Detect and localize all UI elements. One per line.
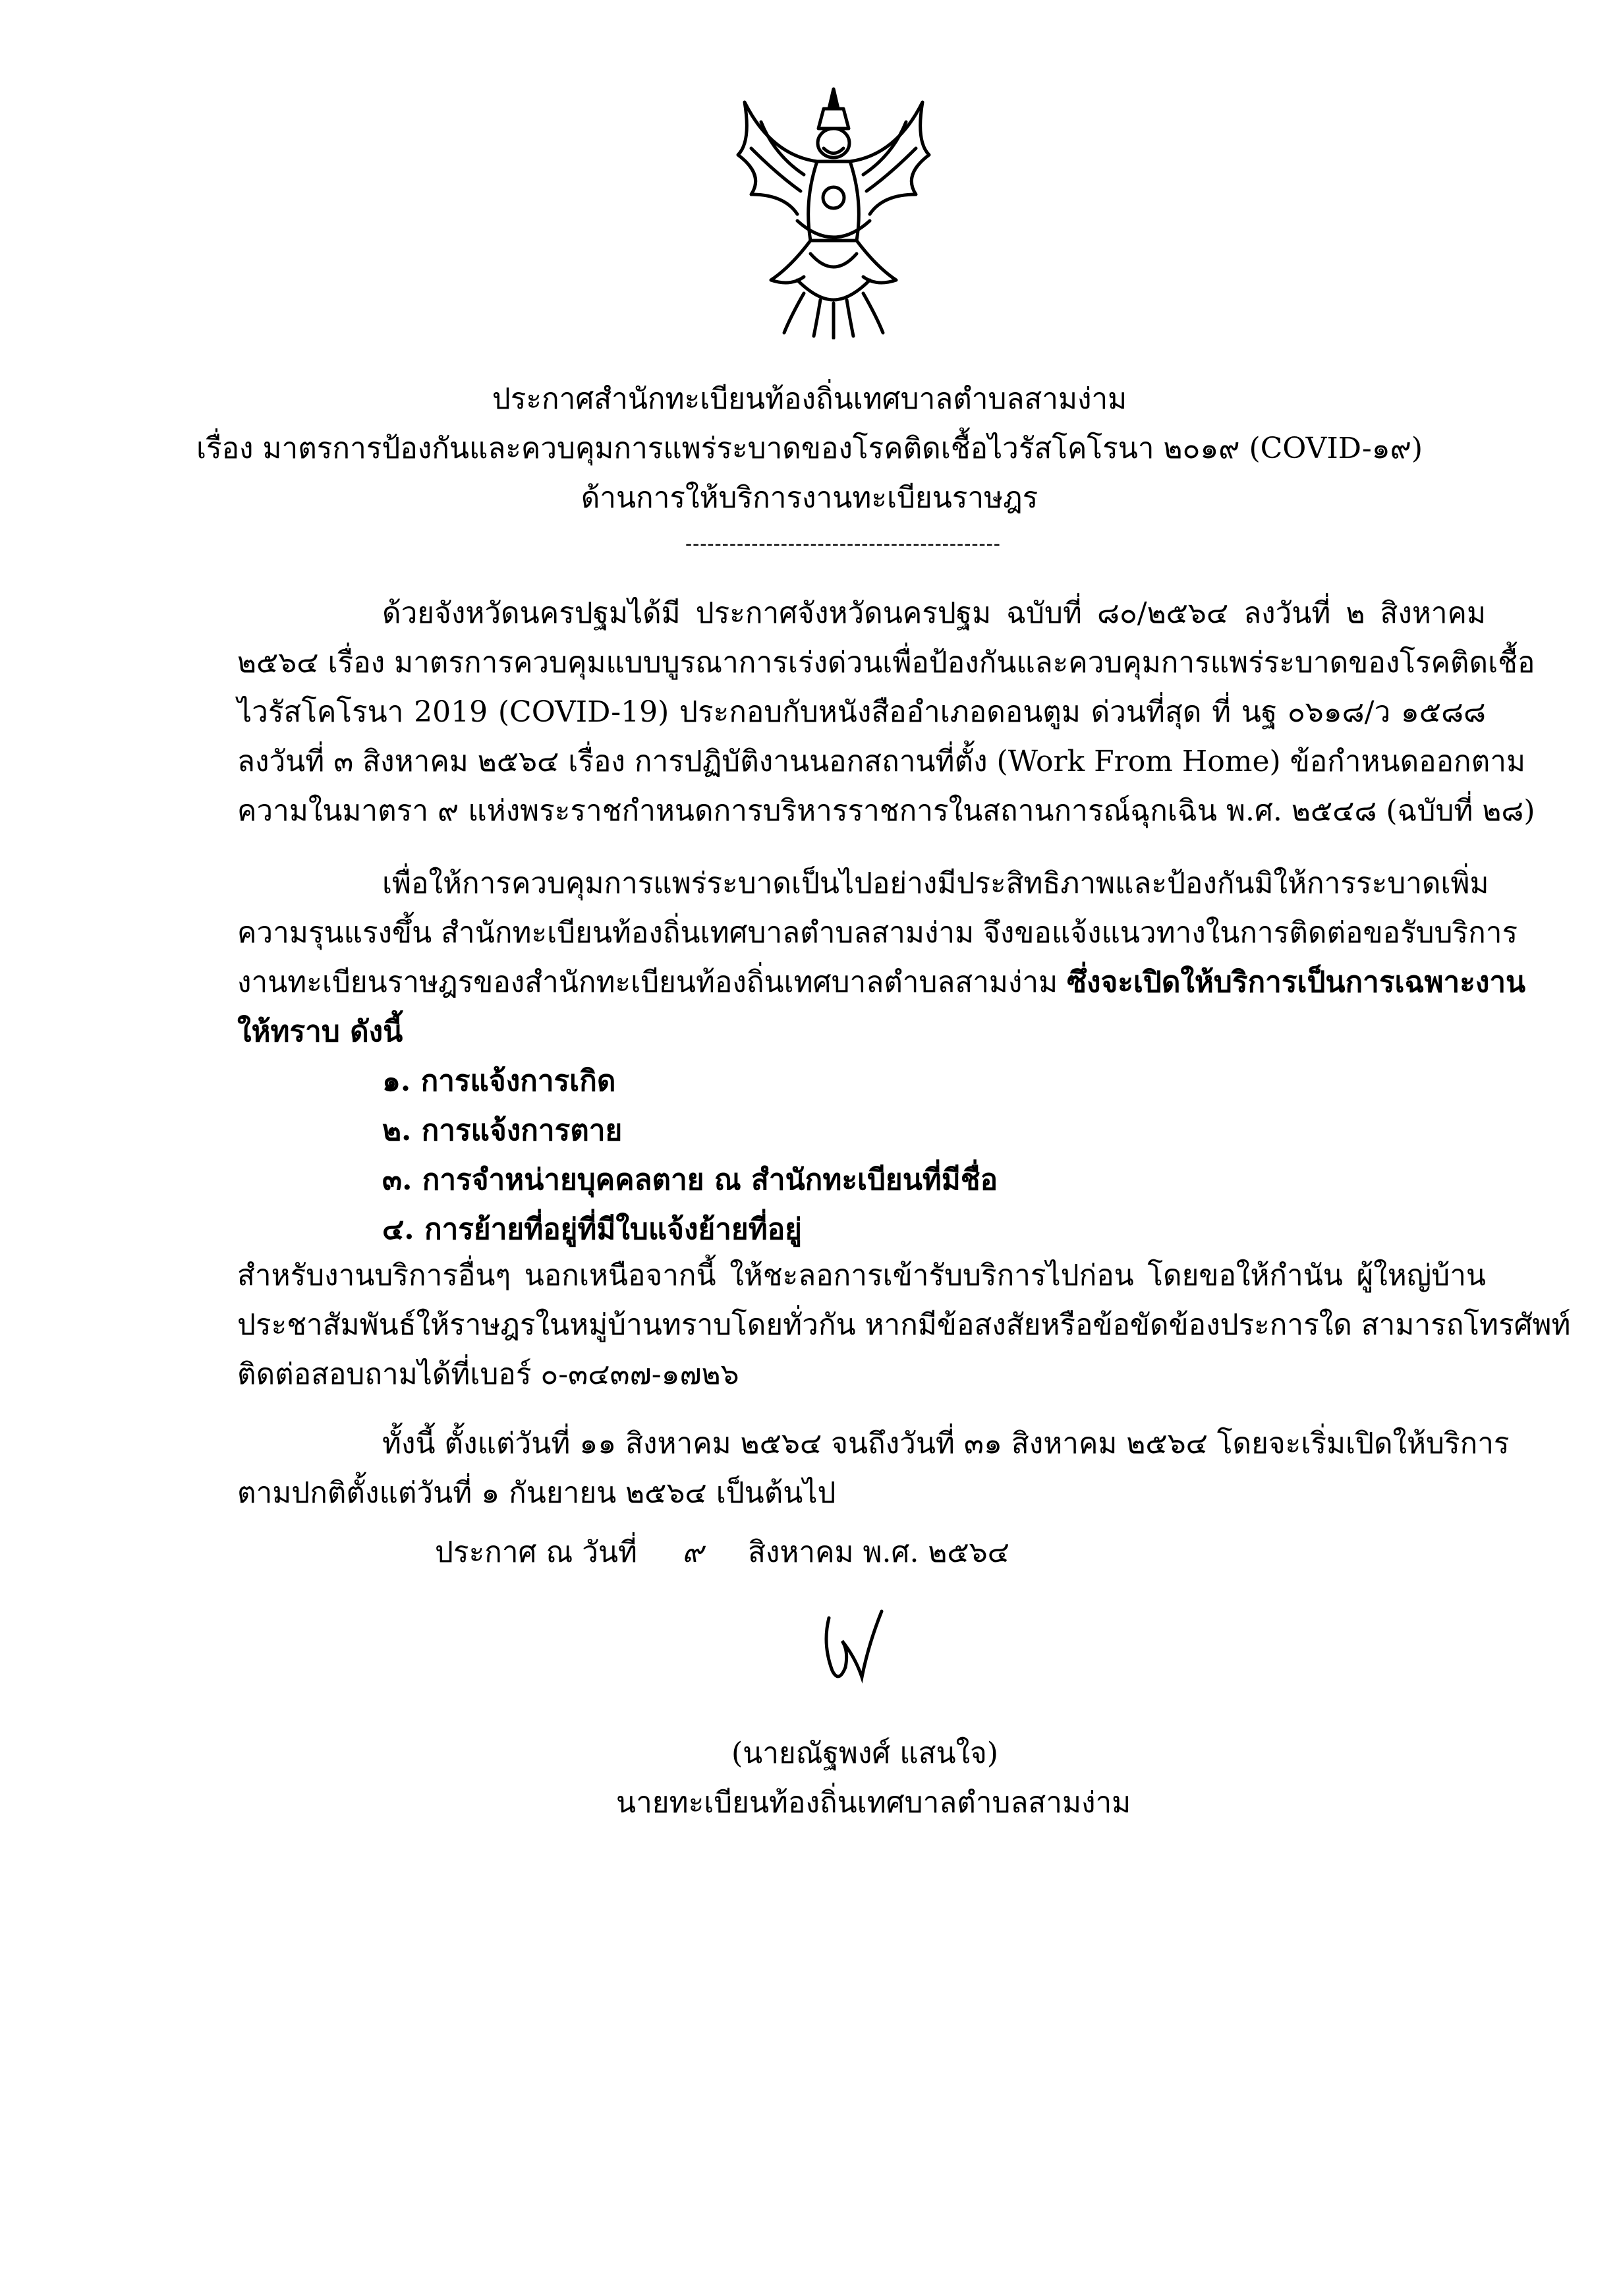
para2-line3-bold: ซึ่งจะเปิดให้บริการเป็นการเฉพาะงาน — [1067, 965, 1526, 999]
para2-line3-normal: งานทะเบียนราษฎรของสำนักทะเบียนท้องถิ่นเทศบาลตำบลสามง่าม — [237, 965, 1067, 999]
announcement-subject-2: ด้านการให้บริการงานทะเบียนราษฎร — [581, 481, 1038, 515]
para1-line: ๒๕๖๔ เรื่อง มาตรการควบคุมแบบบูรณาการเร่งด่วนเพื่อป้องกันและควบคุมการแพร่ระบาดของโรคติดเชื้อ — [237, 646, 1535, 679]
announcement-subject: เรื่อง มาตรการป้องกันและควบคุมการแพร่ระบาดของโรคติดเชื้อไวรัสโคโรนา ๒๐๑๙ (COVID-๑๙) — [196, 432, 1423, 465]
date-suffix: สิงหาคม พ.ศ. ๒๕๖๔ — [748, 1535, 1009, 1569]
signature-icon — [816, 1605, 888, 1690]
para4-line: ตามปกติตั้งแต่วันที่ ๑ กันยายน ๒๕๖๔ เป็นต้นไป — [237, 1476, 836, 1510]
garuda-emblem-icon — [725, 82, 942, 339]
para1-line: ไวรัสโคโรนา 2019 (COVID-19) ประกอบกับหนังสืออำเภอดอนตูม ด่วนที่สุด ที่ นฐ ๐๖๑๘/ว ๑๕๘๘ — [237, 695, 1486, 729]
announcement-title: ประกาศสำนักทะเบียนท้องถิ่นเทศบาลตำบลสามง่าม — [492, 382, 1127, 416]
para1-line: ด้วยจังหวัดนครปฐมได้มี ประกาศจังหวัดนครปฐม ฉบับที่ ๘๐/๒๕๖๔ ลงวันที่ ๒ สิงหาคม — [382, 596, 1486, 630]
list-item: ๔. การย้ายที่อยู่ที่มีใบแจ้งย้ายที่อยู่ — [382, 1213, 802, 1246]
para2-line: ความรุนแรงขึ้น สำนักทะเบียนท้องถิ่นเทศบาลตำบลสามง่าม จึงขอแจ้งแนวทางในการติดต่อขอรับบริการ — [237, 916, 1518, 950]
list-item: ๑. การแจ้งการเกิด — [382, 1064, 616, 1098]
list-item: ๓. การจำหน่ายบุคคลตาย ณ สำนักทะเบียนที่มีชื่อ — [382, 1163, 998, 1197]
date-prefix: ประกาศ ณ วันที่ — [435, 1535, 638, 1569]
para1-line: ลงวันที่ ๓ สิงหาคม ๒๕๖๔ เรื่อง การปฏิบัติงานนอกสถานที่ตั้ง (Work From Home) ข้อกำหนดออกตาม — [237, 745, 1525, 778]
signer-name: (นายณัฐพงศ์ แสนใจ) — [731, 1736, 998, 1770]
signer-position: นายทะเบียนท้องถิ่นเทศบาลตำบลสามง่าม — [616, 1786, 1131, 1820]
para3-line: ติดต่อสอบถามได้ที่เบอร์ ๐-๓๔๓๗-๑๗๒๖ — [237, 1358, 739, 1391]
para2-line: เพื่อให้การควบคุมการแพร่ระบาดเป็นไปอย่างมีประสิทธิภาพและป้องกันมิให้การระบาดเพิ่ม — [382, 867, 1489, 900]
date-day: ๙ — [681, 1535, 704, 1569]
header-divider: ------------------------------------------- — [685, 532, 1001, 556]
para4-line: ทั้งนี้ ตั้งแต่วันที่ ๑๑ สิงหาคม ๒๕๖๔ จนถึงวันที่ ๓๑ สิงหาคม ๒๕๖๔ โดยจะเริ่มเปิดให้บริการ — [382, 1427, 1510, 1460]
para2-line4: ให้ทราบ ดังนี้ — [237, 1015, 403, 1048]
announcement-date — [435, 1529, 1009, 1575]
list-item: ๒. การแจ้งการตาย — [382, 1114, 623, 1147]
para2-line3 — [237, 959, 1525, 1005]
para3-line: ประชาสัมพันธ์ให้ราษฎรในหมู่บ้านทราบโดยทั่วกัน หากมีข้อสงสัยหรือข้อขัดข้องประการใด สามารถโทรศัพท์ — [237, 1308, 1571, 1342]
para3-line: สำหรับงานบริการอื่นๆ นอกเหนือจากนี้ ให้ชะลอการเข้ารับบริการไปก่อน โดยขอให้กำนัน ผู้ใหญ่บ้าน — [237, 1259, 1486, 1292]
para1-line: ความในมาตรา ๙ แห่งพระราชกำหนดการบริหารราชการในสถานการณ์ฉุกเฉิน พ.ศ. ๒๕๔๘ (ฉบับที่ ๒๘) — [237, 794, 1535, 828]
